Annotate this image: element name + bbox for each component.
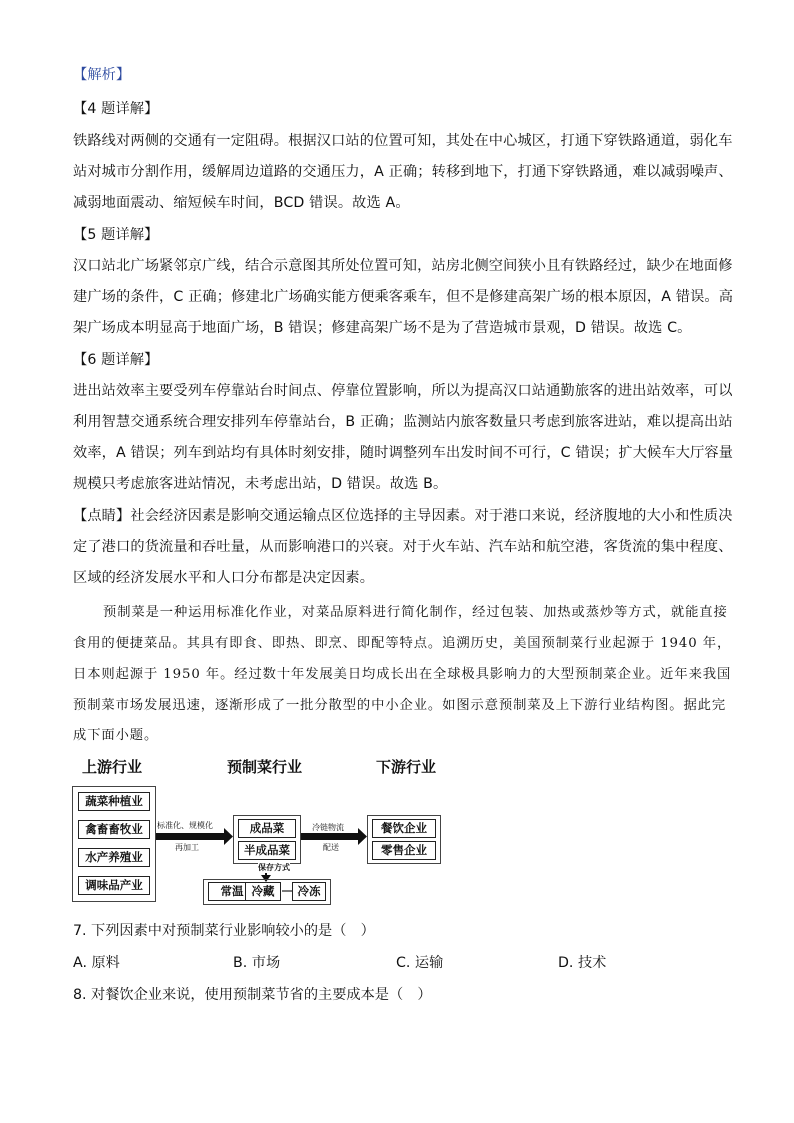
tip-text-1: 社会经济因素是影响交通运输点区位选择的主导因素。对于港口来说，经济腹地的大小和性质决 xyxy=(130,508,733,524)
upstream-item-aquaculture: 水产养殖业 xyxy=(78,848,150,867)
middle-item-finished: 成品菜 xyxy=(238,819,296,838)
q6-line-3: 效率，A 错误；列车到站均有具体时刻安排，随时调整列车出发时间不可行，C 错误；扩大候车大厅容量 xyxy=(73,445,734,461)
tip-line-1 xyxy=(73,505,733,525)
tip-label: 【点睛】 xyxy=(73,508,131,524)
passage-line-2: 食用的便捷菜品。其具有即食、即热、即烹、即配等特点。追溯历史，美国预制菜行业起源于 1940 年， xyxy=(73,636,732,651)
tip-line-3: 区域的经济发展水平和人口分布都是决定因素。 xyxy=(73,570,375,586)
upstream-item-vegetable: 蔬菜种植业 xyxy=(78,792,150,811)
downstream-item-retail: 零售企业 xyxy=(372,841,436,860)
q5-line-1: 汉口站北广场紧邻京广线，结合示意图其所处位置可知，站房北侧空间狭小且有铁路经过，缺少在地面修 xyxy=(73,258,733,274)
arrow2-top-label: 冷链物流 xyxy=(312,823,344,832)
q4-line-1: 铁路线对两侧的交通有一定阻碍。根据汉口站的位置可知，其处在中心城区，打通下穿铁路通道，弱化车 xyxy=(73,133,733,149)
downstream-title: 下游行业 xyxy=(376,758,437,776)
q6-line-2: 利用智慧交通系统合理安排列车停靠站台，B 正确；监测站内旅客数量只考虑到旅客进站，难以提高出站 xyxy=(73,414,733,430)
upstream-title: 上游行业 xyxy=(82,758,143,776)
passage-line-3: 日本则起源于 1950 年。经过数十年发展美日均成长出在全球极具影响力的大型预制菜企业。近年来我国 xyxy=(73,667,732,682)
passage-line-1: 预制菜是一种运用标准化作业，对菜品原料进行简化制作，经过包装、加热或蒸炒等方式，就能直接 xyxy=(103,605,728,620)
middle-item-semi: 半成品菜 xyxy=(238,841,296,860)
storage-label: 保存方式 xyxy=(258,862,290,872)
tip-line-2: 定了港口的货流量和吞吐量，从而影响港口的兴衰。对于火车站、汽车站和航空港，客货流的集中程度、 xyxy=(73,539,733,555)
q7-option-c[interactable]: C. 运输 xyxy=(396,955,444,971)
q4-line-3: 减弱地面震动、缩短候车时间，BCD 错误。故选 A。 xyxy=(73,195,410,211)
q7-option-a[interactable]: A. 原料 xyxy=(73,955,120,971)
upstream-item-seasoning: 调味品产业 xyxy=(78,876,150,895)
analysis-label: 【解析】 xyxy=(73,67,131,83)
arrow1-top-label: 标准化、规模化 xyxy=(157,821,213,830)
q6-line-1: 进出站效率主要受列车停靠站台时间点、停靠位置影响，所以为提高汉口站通勤旅客的进出站效率，可以 xyxy=(73,383,733,399)
middle-title: 预制菜行业 xyxy=(227,758,303,776)
storage-item-refrigerated: 冷藏 xyxy=(245,882,281,901)
q5-line-2: 建广场的条件，C 正确；修建北广场确实能方便乘客乘车，但不是修建高架广场的根本原因，A 错误。高 xyxy=(73,289,734,305)
arrow2-bottom-label: 配送 xyxy=(323,843,339,852)
downstream-item-catering: 餐饮企业 xyxy=(372,819,436,838)
industry-structure-diagram xyxy=(70,752,450,910)
q4-line-2: 站对城市分割作用，缓解周边道路的交通压力，A 正确；转移到地下，打通下穿铁路通，难以减弱噪声、 xyxy=(73,164,733,180)
passage-line-4: 预制菜市场发展迅速，逐渐形成了一批分散型的中小企业。如图示意预制菜及上下游行业结构图。据此完 xyxy=(73,698,727,713)
upstream-item-livestock: 禽畜畜牧业 xyxy=(78,820,150,839)
passage-line-5: 成下面小题。 xyxy=(73,728,159,743)
q4-heading: 【4 题详解】 xyxy=(73,101,159,117)
q6-heading: 【6 题详解】 xyxy=(73,352,159,368)
q7-option-b[interactable]: B. 市场 xyxy=(233,955,281,971)
q5-line-3: 架广场成本明显高于地面广场，B 错误；修建高架广场不是为了营造城市景观，D 错误。故选 C。 xyxy=(73,320,692,336)
q8-stem: 8. 对餐饮企业来说，使用预制菜节省的主要成本是（ ） xyxy=(73,987,432,1003)
q7-option-d[interactable]: D. 技术 xyxy=(558,955,607,971)
storage-item-frozen: 冷冻 xyxy=(292,882,326,901)
arrow1-bottom-label: 再加工 xyxy=(175,843,199,852)
q5-heading: 【5 题详解】 xyxy=(73,227,159,243)
q6-line-4: 规模只考虑旅客进站情况，未考虑出站，D 错误。故选 B。 xyxy=(73,476,448,492)
storage-item-room-temp: 常温 xyxy=(208,882,256,901)
q7-stem: 7. 下列因素中对预制菜行业影响较小的是（ ） xyxy=(73,923,375,939)
